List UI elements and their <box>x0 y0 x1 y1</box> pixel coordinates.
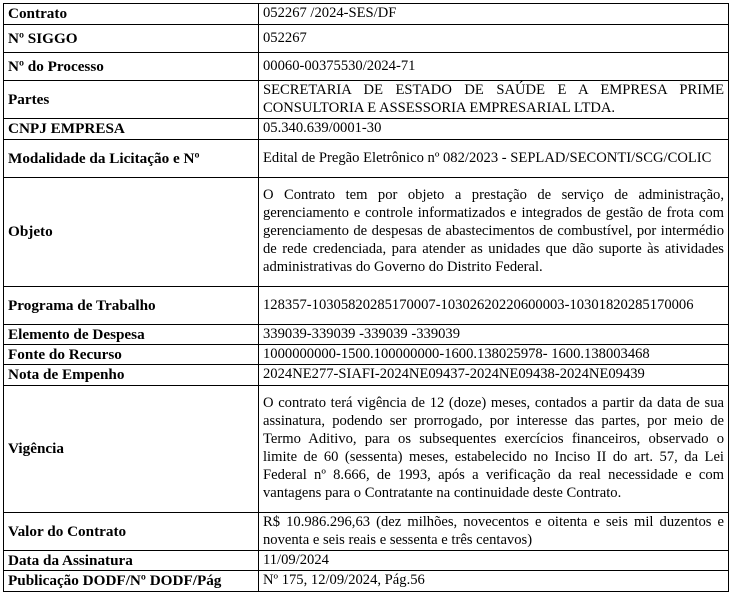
row-value: O Contrato tem por objeto a prestação de serviço de administração, gerenciamento e controle informatizados e integrados de gestão de frota com gerenciamento de despesas de abastecimentos de combustível, por intermédio de rede credenciada, para atender as unidades que dão suporte às atividades administrativas do Governo do Distrito Federal. <box>259 178 729 287</box>
row-value: R$ 10.986.296,63 (dez milhões, novecentos e oitenta e seis mil duzentos e noventa e seis reais e sessenta e três centavos) <box>259 513 729 551</box>
row-value: 339039-339039 -339039 -339039 <box>259 325 729 345</box>
row-value: 05.340.639/0001-30 <box>259 119 729 140</box>
row-label: Vigência <box>4 386 259 513</box>
row-label: Partes <box>4 81 259 119</box>
row-label: Nº do Processo <box>4 53 259 81</box>
table-row <box>4 386 729 513</box>
row-value: 00060-00375530/2024-71 <box>259 53 729 81</box>
row-label: Fonte do Recurso <box>4 345 259 365</box>
row-label: Programa de Trabalho <box>4 287 259 325</box>
row-value: 052267 <box>259 25 729 53</box>
table-row <box>4 4 729 25</box>
table-row <box>4 119 729 140</box>
row-value: 052267 /2024-SES/DF <box>259 4 729 25</box>
table-row <box>4 81 729 119</box>
table-row <box>4 53 729 81</box>
row-value: 11/09/2024 <box>259 551 729 571</box>
table-row <box>4 365 729 386</box>
row-label: Nota de Empenho <box>4 365 259 386</box>
row-label: Contrato <box>4 4 259 25</box>
row-label: Objeto <box>4 178 259 287</box>
table-row <box>4 25 729 53</box>
row-value: SECRETARIA DE ESTADO DE SAÚDE E A EMPRESA PRIME CONSULTORIA E ASSESSORIA EMPRESARIAL LTDA. <box>259 81 729 119</box>
table-row <box>4 513 729 551</box>
table-row <box>4 178 729 287</box>
row-value: 128357-10305820285170007-10302620220600003-10301820285170006 <box>259 287 729 325</box>
row-label: Data da Assinatura <box>4 551 259 571</box>
table-row <box>4 551 729 571</box>
table-row <box>4 345 729 365</box>
row-value: 1000000000-1500.100000000-1600.138025978- 1600.138003468 <box>259 345 729 365</box>
row-value: Edital de Pregão Eletrônico nº 082/2023 - SEPLAD/SECONTI/SCG/COLIC <box>259 140 729 178</box>
row-value: O contrato terá vigência de 12 (doze) meses, contados a partir da data de sua assinatura, podendo ser prorrogado, por interesse das partes, por meio de Termo Aditivo, para os subsequentes exercícios financeiros, observado o limite de 60 (sessenta) meses, estabelecido no Inciso II do art. 57, da Lei Federal nº 8.666, de 1993, após a verificação da real necessidade e com vantagens para o Contratante na continuidade deste Contrato. <box>259 386 729 513</box>
row-label: Modalidade da Licitação e Nº <box>4 140 259 178</box>
row-label: Elemento de Despesa <box>4 325 259 345</box>
row-label: Valor do Contrato <box>4 513 259 551</box>
table-row <box>4 287 729 325</box>
table-row <box>4 325 729 345</box>
contract-summary-table <box>3 3 729 592</box>
table-row <box>4 571 729 592</box>
row-value: Nº 175, 12/09/2024, Pág.56 <box>259 571 729 592</box>
row-label: CNPJ EMPRESA <box>4 119 259 140</box>
row-value: 2024NE277-SIAFI-2024NE09437-2024NE09438-2024NE09439 <box>259 365 729 386</box>
row-label: Publicação DODF/Nº DODF/Pág <box>4 571 259 592</box>
table-row <box>4 140 729 178</box>
row-label: Nº SIGGO <box>4 25 259 53</box>
